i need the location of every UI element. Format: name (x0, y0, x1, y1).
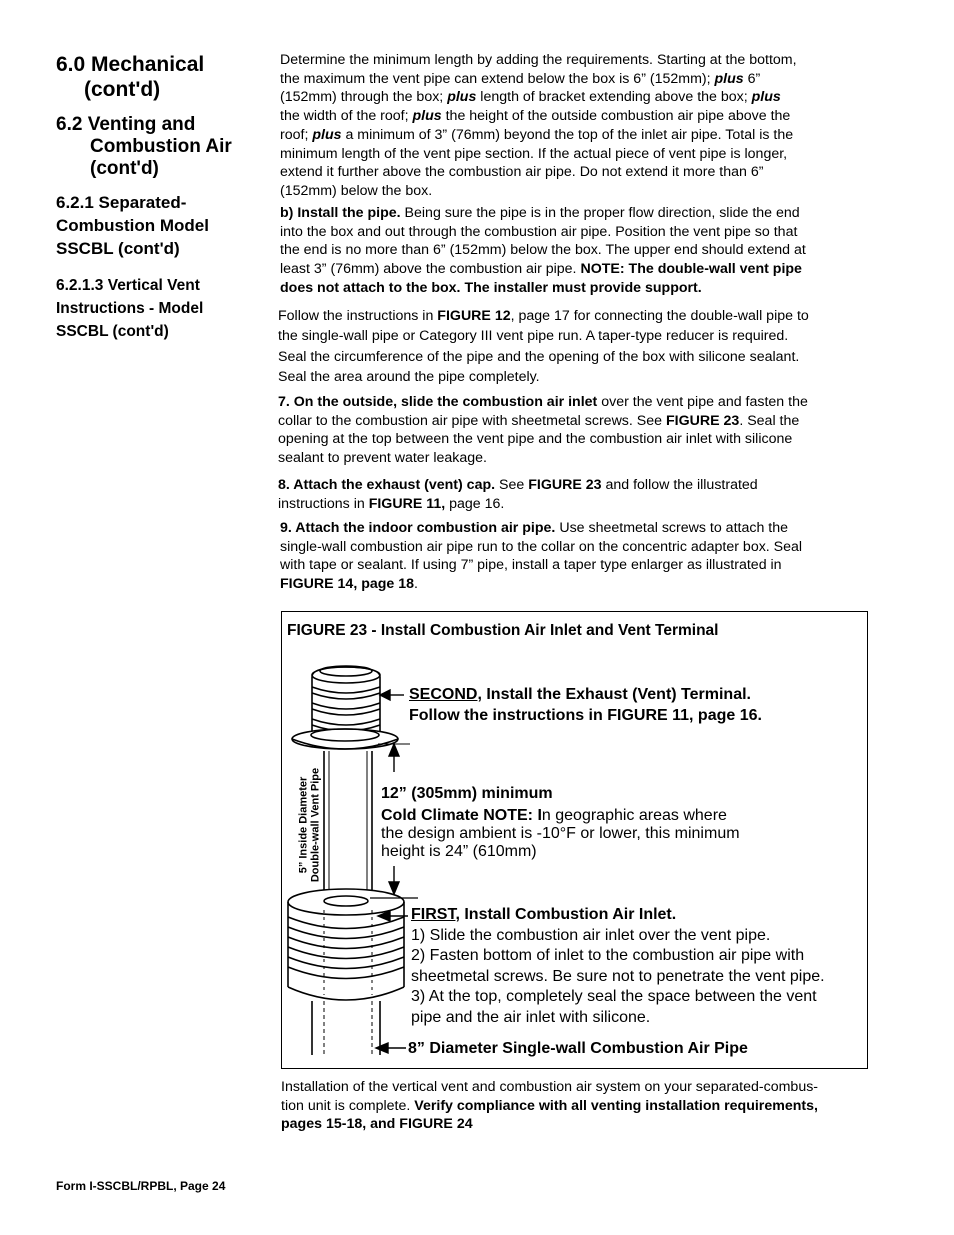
text-line: 1) Slide the combustion air inlet over the vent pipe. (411, 926, 771, 944)
text-line: with tape or sealant. If using 7” pipe, install a taper type enlarger as illustrated in (280, 557, 782, 574)
text-line: collar to the combustion air pipe with sheetmetal screws. See FIGURE 23. Seal the (278, 412, 800, 429)
text-line: FIRST, Install Combustion Air Inlet. (411, 906, 677, 923)
text-line: the width of the roof; plus the height of the outside combustion air pipe above the (280, 108, 791, 125)
text-line: 7. On the outside, slide the combustion air inlet over the vent pipe and fasten the (278, 394, 808, 410)
cold-climate-note (381, 807, 740, 861)
text-line: pages 15-18, and FIGURE 24 (281, 1116, 473, 1133)
text-line: does not attach to the box. The installer must provide support. (280, 279, 702, 296)
subsection-heading-line3: (cont'd) (90, 158, 159, 179)
topic-heading: 6.2.1.3 Vertical Vent (56, 277, 200, 294)
subsection-heading-line2: Combustion Air (90, 136, 232, 157)
text-line: into the box and out through the combustion air pipe. Position the vent pipe so that (280, 223, 798, 240)
double-wall-vent-pipe-icon (324, 751, 372, 895)
text-line: Follow the instructions in FIGURE 11, page 16. (409, 706, 762, 724)
section-heading: 6.0 Mechanical (56, 53, 205, 76)
text-line: Seal the circumference of the pipe and the opening of the box with silicone sealant. (278, 349, 800, 365)
text-line: minimum length of the vent pipe section. If the actual piece of vent pipe is longer, (280, 145, 788, 162)
arrow-left-icon (378, 911, 390, 921)
paragraph-install-pipe (280, 204, 880, 298)
callout-second (409, 685, 762, 726)
text-line: opening at the top between the vent pipe and the combustion air inlet with silicone (278, 431, 793, 448)
subsubsection-heading-line3: SSCBL (cont'd) (56, 239, 180, 258)
text-line: pipe and the air inlet with silicone. (411, 1008, 651, 1026)
text-line: sheetmetal screws. Be sure not to penetrate the vent pipe. (411, 967, 825, 985)
step-7 (278, 393, 878, 468)
text-line: single-wall combustion air pipe run to the collar on the concentric adapter box. Seal (280, 538, 803, 555)
subsection-heading: 6.2 Venting and (56, 114, 196, 135)
text-line: 2) Fasten bottom of inlet to the combustion air pipe with (411, 947, 805, 964)
step-9 (280, 519, 880, 594)
subsubsection-heading: 6.2.1 Separated- (56, 193, 187, 212)
page-footer: Form I-SSCBL/RPBL, Page 24 (56, 1179, 226, 1193)
text-line: roof; plus a minimum of 3” (76mm) beyond the top of the inlet air pipe. Total is the (280, 126, 794, 143)
arrow-left-icon (380, 690, 390, 700)
closing-paragraph (281, 1078, 881, 1134)
bottom-pipe-label: 8” Diameter Single-wall Combustion Air Pipe (408, 1040, 748, 1057)
topic-heading-line3: SSCBL (cont'd) (56, 323, 169, 340)
text-line: Installation of the vertical vent and combustion air system on your separated-combus- (281, 1079, 819, 1095)
text-line: the design ambient is -10°F or lower, this minimum (381, 825, 740, 842)
text-line: height is 24” (610mm) (381, 843, 537, 860)
arrow-left-icon (376, 1043, 388, 1053)
text-line: tion unit is complete. Verify compliance with all venting installation requirements, (281, 1097, 818, 1114)
step-8 (278, 476, 878, 513)
topic-heading-line2: Instructions - Model (56, 300, 204, 317)
text-line: Seal the area around the pipe completely. (278, 369, 540, 385)
text-line: b) Install the pipe. Being sure the pipe is in the proper flow direction, slide the end (280, 205, 800, 221)
text-line: FIGURE 14, page 18. (280, 576, 418, 593)
text-line: (152mm) through the box; plus length of bracket extending above the box; plus (280, 89, 781, 106)
text-line: 9. Attach the indoor combustion air pipe. Use sheetmetal screws to attach the (280, 520, 789, 536)
min-height-label: 12” (305mm) minimum (381, 785, 553, 802)
text-line: the maximum the vent pipe can extend below the box is 6” (152mm); plus 6” (280, 70, 761, 87)
subsubsection-heading-line2: Combustion Model (56, 216, 209, 235)
paragraph-min-length (280, 51, 880, 201)
paragraph-follow-instructions (278, 306, 878, 346)
figure-title: FIGURE 23 - Install Combustion Air Inlet and Vent Terminal (287, 622, 719, 639)
text-line: 8. Attach the exhaust (vent) cap. See FIGURE 23 and follow the illustrated (278, 477, 758, 493)
paragraph-seal (278, 347, 878, 387)
text-line: instructions in FIGURE 11, page 16. (278, 495, 505, 512)
text-line: the end is no more than 6” (152mm) below the box. The upper end should extend at (280, 242, 806, 259)
text-line: (152mm) below the box. (280, 182, 433, 199)
text-line: Cold Climate NOTE: In geographic areas where (381, 807, 727, 824)
text-line: 3) At the top, completely seal the space between the vent (411, 988, 817, 1005)
section-heading-cont: (cont'd) (84, 78, 161, 101)
pipe-label-line1: 5” Inside Diameter (297, 776, 310, 874)
text-line: sealant to prevent water leakage. (278, 450, 488, 467)
text-line: Follow the instructions in FIGURE 12, page 17 for connecting the double-wall pipe to (278, 308, 809, 324)
text-line: Determine the minimum length by adding the requirements. Starting at the bottom, (280, 52, 797, 68)
text-line: the single-wall pipe or Category III vent pipe run. A taper-type reducer is required. (278, 328, 789, 344)
callout-first (411, 905, 825, 1028)
arrow-up-icon (389, 744, 399, 756)
text-line: SECOND, Install the Exhaust (Vent) Terminal. (409, 686, 751, 703)
pipe-label-line2: Double-wall Vent Pipe (309, 767, 321, 883)
text-line: least 3” (76mm) above the combustion air pipe. NOTE: The double-wall vent pipe (280, 261, 802, 278)
arrow-down-icon (389, 882, 399, 894)
text-line: extend it further above the combustion air pipe. Do not extend it more than 6” (280, 164, 764, 181)
